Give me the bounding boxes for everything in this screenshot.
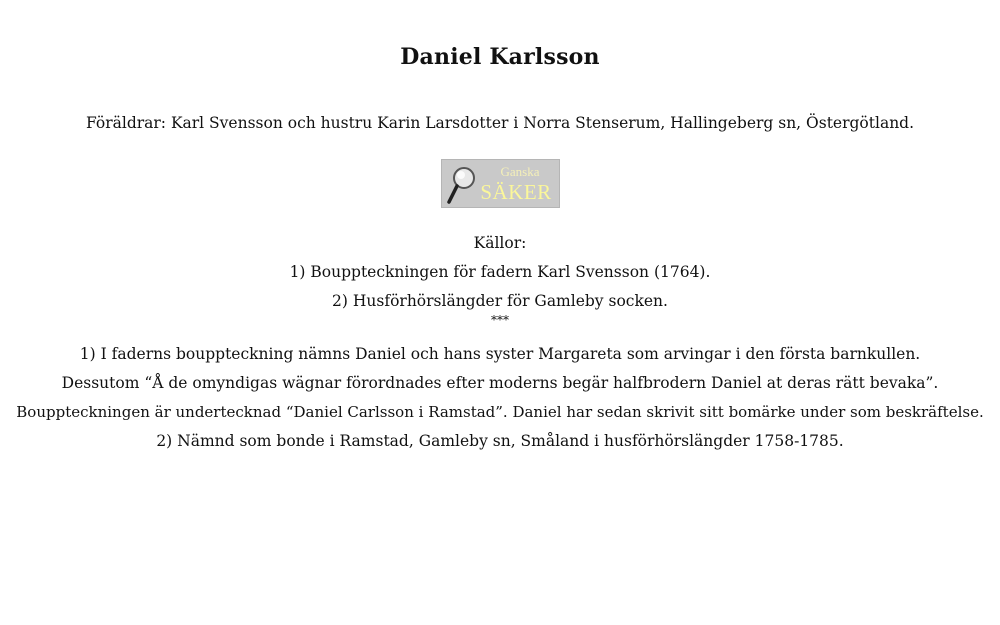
- sources-heading: Källor:: [473, 234, 527, 252]
- note-line: Dessutom “Å de omyndigas wägnar förordnades efter moderns begär halfbrodern Daniel at deras rätt bevaka”.: [61, 374, 939, 392]
- sources-section: [0, 229, 1000, 316]
- certainty-badge: [441, 159, 560, 208]
- source-item: 2) Husförhörslängder för Gamleby socken.: [332, 292, 668, 310]
- separator: ***: [491, 313, 509, 327]
- note-line: 1) I faderns bouppteckning nämns Daniel och hans syster Margareta som arvingar i den första barnkullen.: [79, 345, 921, 363]
- badge-line-1: Ganska: [500, 164, 540, 179]
- notes-section: [0, 340, 1000, 456]
- source-item: 1) Bouppteckningen för fadern Karl Svensson (1764).: [289, 263, 711, 281]
- badge-line-2: SÄKER: [480, 180, 552, 204]
- page-title: Daniel Karlsson: [400, 44, 600, 70]
- parents-line: Föräldrar: Karl Svensson och hustru Karin Larsdotter i Norra Stenserum, Hallingeberg sn, Östergötland.: [85, 114, 915, 132]
- note-line: 2) Nämnd som bonde i Ramstad, Gamleby sn, Småland i husförhörslängder 1758-1785.: [156, 432, 844, 450]
- note-line: Bouppteckningen är undertecknad “Daniel Carlsson i Ramstad”. Daniel har sedan skrivit sitt bomärke under som beskräftelse.: [16, 403, 984, 421]
